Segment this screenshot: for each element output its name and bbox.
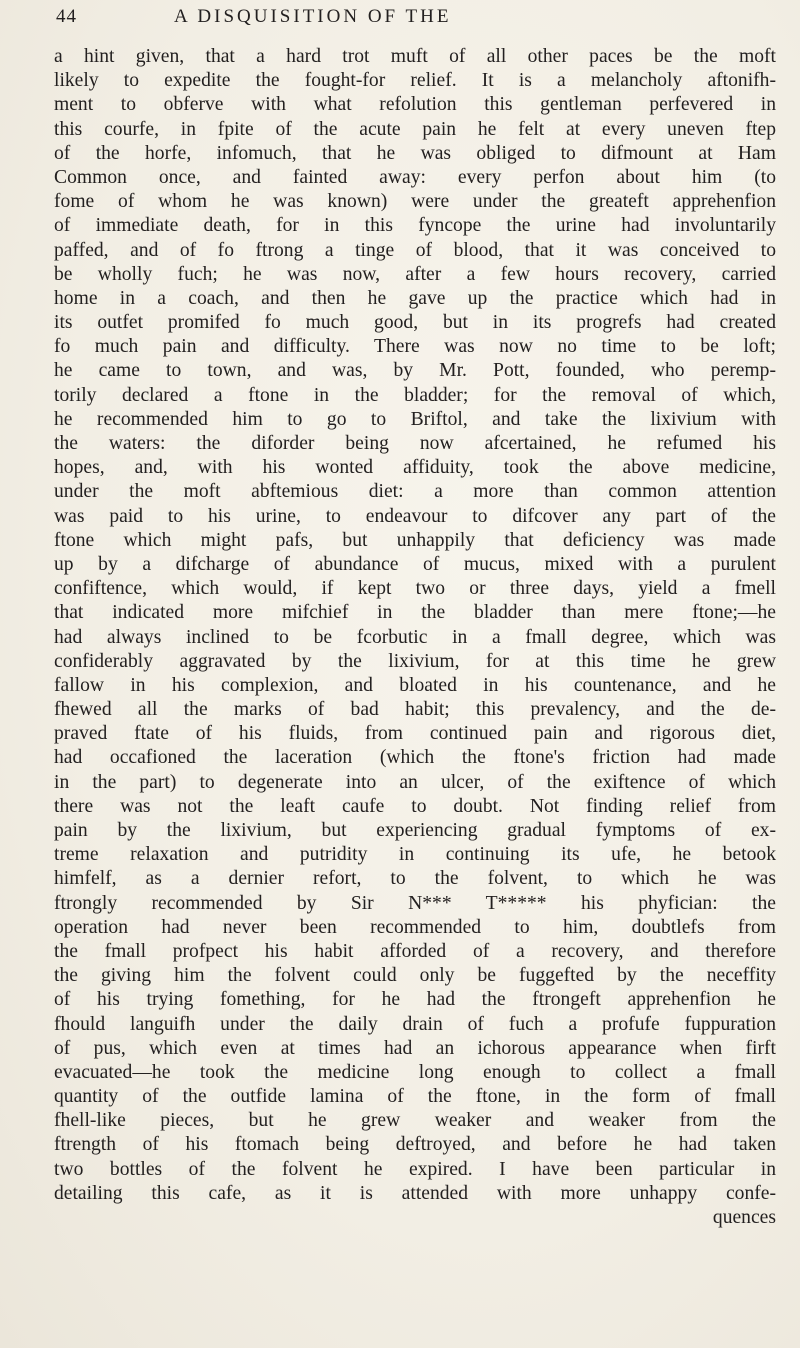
text-line: pain by the lixivium, but experiencing gradual fymptoms of ex- [54, 820, 776, 841]
text-line: fallow in his complexion, and bloated in his countenance, and he [54, 674, 776, 696]
text-line: confiderably aggravated by the lixivium, for at this time he grew [54, 650, 776, 672]
text-line: of immediate death, for in this fyncope the urine had involuntarily [54, 215, 776, 237]
text-line: this courfe, in fpite of the acute pain he felt at every uneven ftep [54, 118, 776, 140]
running-head-title: A DISQUISITION OF THE [174, 6, 452, 27]
text-line: of pus, which even at times had an ichorous appearance when firft [54, 1037, 776, 1059]
text-line: confiftence, which would, if kept two or three days, yield a fmell [54, 578, 776, 600]
body-text [54, 45, 776, 1230]
text-line: operation had never been recommended to him, doubtlefs from [54, 916, 776, 938]
text-line: the waters: the diforder being now afcertained, he refumed his [54, 433, 776, 454]
text-line: had always inclined to be fcorbutic in a fmall degree, which was [54, 626, 776, 648]
running-head [56, 6, 772, 36]
text-line: quantity of the outfide lamina of the ftone, in the form of fmall [54, 1086, 776, 1108]
text-line: ment to obferve with what refolution this gentleman perfevered in [54, 94, 776, 116]
text-line: Common once, and fainted away: every perfon about him (to [54, 166, 776, 188]
text-line: fhewed all the marks of bad habit; this prevalency, and the de- [54, 699, 776, 721]
text-line: be wholly fuch; he was now, after a few hours recovery, carried [54, 263, 776, 285]
text-line: praved ftate of his fluids, from continued pain and rigorous diet, [54, 723, 776, 745]
text-line: detailing this cafe, as it is attended with more unhappy confe- [54, 1182, 776, 1204]
text-line: paffed, and of fo ftrong a tinge of blood, that it was conceived to [54, 239, 776, 261]
text-line: treme relaxation and putridity in continuing its ufe, he betook [54, 844, 776, 866]
text-line: himfelf, as a dernier refort, to the folvent, to which he was [54, 868, 776, 890]
text-line: torily declared a ftone in the bladder; for the removal of which, [54, 384, 776, 406]
text-line: there was not the leaft caufe to doubt. Not finding relief from [54, 795, 776, 817]
text-line: a hint given, that a hard trot muft of all other paces be the moft [54, 46, 776, 67]
text-line: of the horfe, infomuch, that he was obliged to difmount at Ham [54, 142, 776, 164]
text-line: under the moft abftemious diet: a more than common attention [54, 481, 776, 503]
text-line: fo much pain and difficulty. There was now no time to be loft; [54, 336, 776, 358]
text-line: the fmall profpect his habit afforded of a recovery, and therefore [54, 940, 776, 962]
text-line: in the part) to degenerate into an ulcer, of the exiftence of which [54, 771, 776, 793]
text-line: up by a difcharge of abundance of mucus, mixed with a purulent [54, 553, 776, 575]
page-number: 44 [56, 6, 77, 27]
text-line: he recommended him to go to Briftol, and take the lixivium with [54, 408, 776, 430]
text-line: that indicated more mifchief in the bladder than mere ftone;—he [54, 602, 776, 624]
text-line: its outfet promifed fo much good, but in its progrefs had created [54, 312, 776, 334]
text-line: hopes, and, with his wonted affiduity, took the above medicine, [54, 457, 776, 479]
text-line: he came to town, and was, by Mr. Pott, founded, who peremp- [54, 360, 776, 382]
text-line: ftrength of his ftomach being deftroyed, and before he had taken [54, 1134, 776, 1156]
text-line: evacuated—he took the medicine long enough to collect a fmall [54, 1061, 776, 1083]
text-line: fhould languifh under the daily drain of fuch a profufe fuppuration [54, 1013, 776, 1035]
text-line: ftrongly recommended by Sir N*** T***** his phyfician: the [54, 892, 776, 914]
text-line: home in a coach, and then he gave up the practice which had in [54, 287, 776, 309]
text-line: likely to expedite the fought-for relief. It is a melancholy aftonifh- [54, 70, 776, 92]
text-line: two bottles of the folvent he expired. I have been particular in [54, 1158, 776, 1180]
text-line: the giving him the folvent could only be fuggefted by the neceffity [54, 965, 776, 987]
catchword: quences [712, 1207, 776, 1228]
text-line: fome of whom he was known) were under the greateft apprehenfion [54, 191, 776, 213]
text-line: ftone which might pafs, but unhappily that deficiency was made [54, 529, 776, 551]
text-line: had occafioned the laceration (which the ftone's friction had made [54, 747, 776, 769]
text-line: was paid to his urine, to endeavour to difcover any part of the [54, 505, 776, 527]
text-line: of his trying fomething, for he had the ftrongeft apprehenfion he [54, 989, 776, 1011]
text-line: fhell-like pieces, but he grew weaker and weaker from the [54, 1110, 776, 1132]
